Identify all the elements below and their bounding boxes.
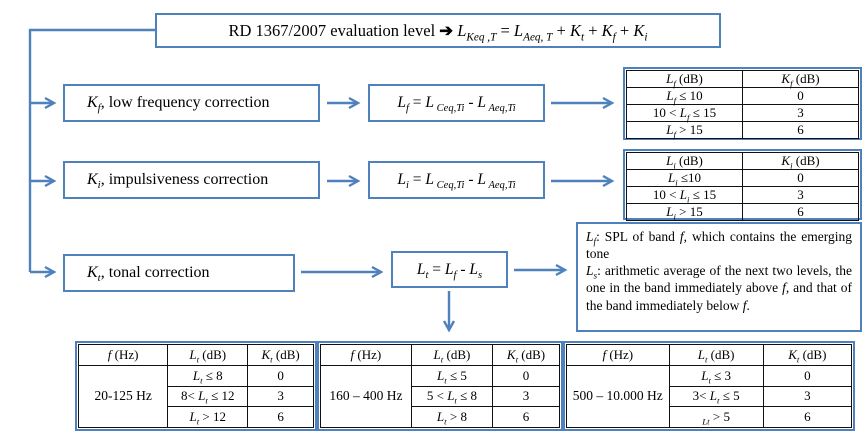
kf-table-wrapper <box>623 67 862 140</box>
kt-table-header-row <box>321 345 560 366</box>
ki-table-header-row <box>627 153 859 170</box>
kt-formula-box <box>391 251 508 288</box>
note-paragraph-ls: $L_s$: arithmetic average of the next two levels, the one in the band immediately above f, and that of the band immediately below f. <box>586 263 852 313</box>
header-lt-db: $L_t$ (dB) <box>168 345 248 366</box>
kt-table-2 <box>320 344 560 428</box>
kt-table-header-row <box>567 345 852 366</box>
kt-value: 0 <box>493 365 560 386</box>
ki-table-wrapper <box>623 149 862 220</box>
kf-condition: $10 < L_f \le 15$ <box>627 105 743 122</box>
header-kt-db: $K_t$ (dB) <box>248 345 314 366</box>
kt-value: 6 <box>493 407 560 428</box>
kt-value: 6 <box>248 407 314 428</box>
ki-table-row <box>627 187 859 204</box>
ki-value: 0 <box>743 170 859 187</box>
kt-table-group-500-10000 <box>563 341 855 431</box>
lt-condition: $L_t > 8$ <box>411 407 492 428</box>
kt-value: 0 <box>763 365 851 386</box>
kt-value: 3 <box>763 386 851 407</box>
kf-condition: $L_f > 15$ <box>627 122 743 139</box>
freq-band: 20-125 Hz <box>79 365 168 427</box>
freq-band: 160 – 400 Hz <box>321 365 412 427</box>
ki-table <box>626 152 859 221</box>
kf-table-row <box>627 88 859 105</box>
kf-formula-box <box>368 84 545 122</box>
kf-table-row <box>627 105 859 122</box>
lt-condition: $L_t \le 5$ <box>411 365 492 386</box>
kt-table-header-row <box>79 345 314 366</box>
kf-value: 6 <box>743 122 859 139</box>
kt-label: $K_t$, tonal correction <box>87 264 210 285</box>
header-lt-db: $L_t$ (dB) <box>411 345 492 366</box>
kt-table-row <box>321 365 560 386</box>
tonal-definition-note-box <box>576 222 862 332</box>
ki-label-box <box>63 161 320 199</box>
kt-label-box <box>63 254 295 292</box>
kf-value: 3 <box>743 105 859 122</box>
lt-condition: $5 < L_t \le 8$ <box>411 386 492 407</box>
kt-table-group-20-125 <box>75 341 317 431</box>
ki-value: 3 <box>743 187 859 204</box>
ki-formula: $L_i = L$ $_{Ceq,Ti}$ - L $_{Aeq,Ti}$ <box>397 171 516 192</box>
ki-table-header-ki: $K_i$ (dB) <box>743 153 859 170</box>
ki-table-row <box>627 204 859 221</box>
lt-condition: $L_t > 12$ <box>168 407 248 428</box>
kf-formula: $L_f = L$ $_{Ceq,Ti}$ - L $_{Aeq,Ti}$ <box>397 94 516 115</box>
kf-table-row <box>627 122 859 139</box>
header-kt-db: $K_t$ (dB) <box>763 345 851 366</box>
kf-table-header-kf: $K_f$ (dB) <box>743 71 859 88</box>
ki-condition: $L_i > 15$ <box>627 204 743 221</box>
kt-value: 6 <box>763 407 851 428</box>
kt-table-row <box>79 365 314 386</box>
kt-value: 3 <box>493 386 560 407</box>
header-f-hz: f (Hz) <box>567 345 670 366</box>
evaluation-level-formula: RD 1367/2007 evaluation level ➔ $L_{Keq ,T} = L_{Aeq, T} + K_t + K_f + K_i$ <box>228 20 648 43</box>
kt-value: 0 <box>248 365 314 386</box>
lt-condition: $8< L_t \le 12$ <box>168 386 248 407</box>
ki-table-row <box>627 170 859 187</box>
kf-condition: $L_f \le 10$ <box>627 88 743 105</box>
header-f-hz: f (Hz) <box>321 345 412 366</box>
trunk-connector-line <box>30 30 157 272</box>
header-f-hz: f (Hz) <box>79 345 168 366</box>
ki-table-header-li: $L_i$ (dB) <box>627 153 743 170</box>
ki-value: 6 <box>743 204 859 221</box>
kt-table-3 <box>566 344 852 428</box>
ki-formula-box <box>368 161 545 199</box>
lt-condition: $L_t \le 8$ <box>168 365 248 386</box>
kf-label: $K_f$, low frequency correction <box>87 94 270 115</box>
kt-table-row <box>567 365 852 386</box>
header-lt-db: $L_t$ (dB) <box>669 345 763 366</box>
ki-condition: $10 < L_i \le 15$ <box>627 187 743 204</box>
note-paragraph-lf: $L_f$: SPL of band f, which contains the emerging tone <box>586 229 852 262</box>
ki-condition: $L_i \le 10$ <box>627 170 743 187</box>
kt-table-1 <box>78 344 314 428</box>
kf-label-box <box>63 84 320 122</box>
ki-label: $K_i$, impulsiveness correction <box>87 171 269 192</box>
kf-value: 0 <box>743 88 859 105</box>
header-kt-db: $K_t$ (dB) <box>493 345 560 366</box>
lt-condition: $L_t \le 3$ <box>669 365 763 386</box>
lt-condition: $3< L_t \le 5$ <box>669 386 763 407</box>
kf-table-header-lf: $L_f$ (dB) <box>627 71 743 88</box>
evaluation-level-box <box>155 13 721 48</box>
freq-band: 500 – 10.000 Hz <box>567 365 670 427</box>
kf-table-header-row <box>627 71 859 88</box>
kt-value: 3 <box>248 386 314 407</box>
kt-table-group-160-400 <box>317 341 563 431</box>
lt-condition: $_{Lt}$ > 5 <box>669 407 763 428</box>
kf-table <box>626 70 859 139</box>
kt-formula: $L_t = L_f - L_s$ <box>416 260 483 281</box>
